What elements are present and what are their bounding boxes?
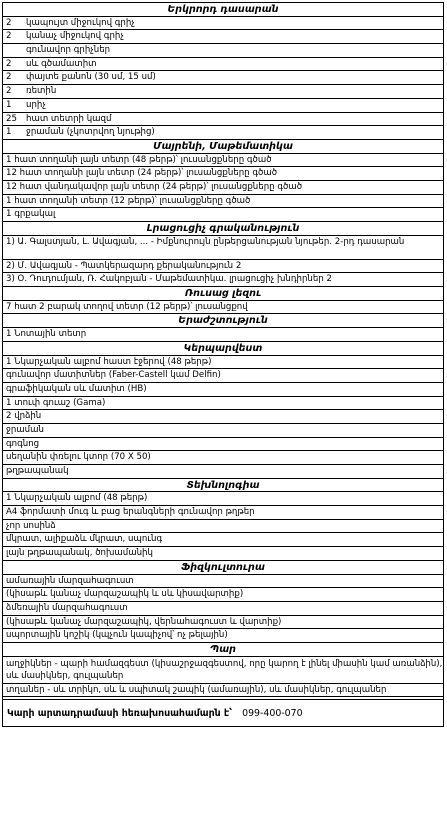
item-text: գունավոր մատիտներ (Faber-Castell կամ Delfin) — [6, 370, 221, 381]
list-item — [3, 356, 443, 370]
list-item — [3, 588, 443, 602]
list-item — [3, 58, 443, 72]
item-text: ձմեռային մարզահագուստ — [6, 602, 128, 613]
list-item — [3, 533, 443, 547]
item-text: սրիչ — [26, 99, 46, 110]
item-quantity: 2 — [6, 72, 12, 83]
item-text: 1 հատ տողանի լայն տետր (48 թերթ)՝ լուսանցքները գծած — [6, 154, 272, 165]
item-text: գրաֆիկական սև մատիտ (HB) — [6, 383, 147, 394]
section-header: Լրացուցիչ գրականություն — [3, 222, 443, 236]
list-item — [3, 99, 443, 113]
list-item — [3, 85, 443, 99]
item-text: ջրաման (չկոտրվող նյութից) — [26, 127, 155, 138]
list-item — [3, 506, 443, 520]
item-text: լայն թղթապանակ, ծոխամանիկ — [6, 548, 153, 559]
item-quantity: 2 — [6, 86, 12, 97]
item-quantity: 1 — [6, 99, 12, 110]
item-text: գոգնոց — [6, 438, 40, 449]
list-item — [3, 301, 443, 315]
list-item — [3, 126, 443, 140]
list-item — [3, 17, 443, 31]
section-header: Երկրորդ դասարան — [3, 3, 443, 17]
item-text: սև գծամատիտ — [26, 58, 97, 69]
list-item — [3, 113, 443, 127]
section-header: Ռուսաց լեզու — [3, 287, 443, 301]
list-item — [3, 236, 443, 260]
item-text: փայտե քանոն (30 սմ, 15 սմ) — [26, 72, 156, 83]
item-text: 2 վրձին — [6, 411, 42, 422]
contact-label: Կարի արտադրամասի հեռախոսահամարն է՝ — [7, 707, 233, 719]
list-item — [3, 44, 443, 58]
item-quantity: 2 — [6, 58, 12, 69]
item-quantity: 2 — [6, 31, 12, 42]
list-item — [3, 465, 443, 479]
item-text: չոր սոսինձ — [6, 520, 56, 531]
item-text: տղաներ - սև տրիկո, սև և սպիտակ շապիկ (ամառային), սև մասիկներ, գուլպաներ — [6, 684, 387, 695]
list-item — [3, 154, 443, 168]
item-text: սպորտային կոշիկ (կպչուն կապիչով՝ ոչ թելային) — [6, 630, 228, 641]
list-item — [3, 547, 443, 561]
item-text: 1 տուփ գուաշ (Gama) — [6, 397, 106, 408]
list-item — [3, 424, 443, 438]
item-text: սեղանին փռելու կտոր (70 X 50) — [6, 452, 151, 463]
item-quantity — [3, 44, 24, 57]
item-text: 2) Մ. Ավագյան - Պատկերազարդ քերականություն 2 — [6, 260, 242, 271]
section-header: Կերպարվեստ — [3, 342, 443, 356]
item-text: 1 Նկարչական ալբոմ հաստ էջերով (48 թերթ) — [6, 356, 212, 367]
item-text: թղթապանակ — [6, 466, 69, 476]
list-item — [3, 657, 443, 684]
supply-list-table — [2, 2, 444, 727]
section-header: Ֆիզկուլտուրա — [3, 561, 443, 575]
item-text: աղջիկներ - պարի համազգեստ (կիսաշրջազգեստով, որը կարող է լինել միասին կամ առանձին), սև մասիկներ, գուլպաներ — [6, 658, 443, 681]
item-quantity: 2 — [6, 17, 12, 28]
section-header: Մայրենի, Մաթեմատիկա — [3, 140, 443, 154]
list-item — [3, 438, 443, 452]
item-quantity: 25 — [6, 113, 17, 124]
contact-phone: 099-400-070 — [242, 707, 303, 719]
list-item — [3, 208, 443, 222]
item-text: 1) Ա. Գալստյան, Լ. Ավագյան, ... - Իմքնուրույն ընթերցանության նյութեր. 2-րդ դասարան — [6, 236, 405, 247]
list-item — [3, 575, 443, 589]
list-item — [3, 616, 443, 630]
item-text: մկրատ, ալիքաձև մկրատ, սպունգ — [6, 534, 163, 545]
item-text: 1 Նոտային տետր — [6, 329, 87, 340]
item-text: կապույտ միջուկով գրիչ — [26, 17, 135, 28]
item-text: ռետին — [26, 86, 57, 97]
section-header: Պար — [3, 643, 443, 657]
item-text: ամառային մարզահագուստ — [6, 575, 134, 586]
list-item — [3, 684, 443, 698]
list-item — [3, 602, 443, 616]
list-item — [3, 260, 443, 274]
list-item — [3, 492, 443, 506]
item-text: գունավոր գրիչներ — [26, 45, 111, 56]
item-text: 12 հատ վանդակավոր լայն տետր (24 թերթ)՝ լուսանցքները գծած — [6, 181, 303, 192]
item-quantity: 1 — [6, 127, 12, 138]
item-text: 1 հատ տողանի տետր (12 թերթ)՝ լուսանցքները գծած — [6, 195, 251, 206]
section-header: Տեխնոլոգիա — [3, 479, 443, 493]
list-item — [3, 195, 443, 209]
item-text: A4 ֆորմատի մուգ և բաց երանգների գունավոր թղթեր — [6, 507, 255, 518]
list-item — [3, 451, 443, 465]
item-text: 3) Օ. Դուդումյան, Ռ. Հակոբյան - Մաթեմատիկա. լրացուցիչ խնդիրներ 2 — [6, 274, 332, 285]
list-item — [3, 629, 443, 643]
contact-row — [3, 700, 443, 726]
list-item — [3, 167, 443, 181]
list-item — [3, 273, 443, 287]
item-text: 12 հատ տողանի լայն տետր (24 թերթ)՝ լուսանցքները գծած — [6, 168, 278, 179]
list-item — [3, 410, 443, 424]
list-item — [3, 520, 443, 534]
item-text: հատ տետրի կազմ — [26, 113, 112, 124]
list-item — [3, 30, 443, 44]
item-text: 1 Նկարչական ալբոմ (48 թերթ) — [6, 493, 148, 504]
item-text: 1 գրքակալ — [6, 209, 56, 220]
item-text: կանաչ միջուկով գրիչ — [26, 31, 124, 42]
item-text: (կիսաթև կանաչ մարզաշապիկ և սև կիսավարտիք) — [6, 589, 244, 600]
item-text: (կիսաթև կանաչ մարզաշապիկ, վերնահագուստ և վարտիք) — [6, 616, 282, 627]
list-item — [3, 181, 443, 195]
list-item — [3, 369, 443, 383]
list-item — [3, 397, 443, 411]
item-text: ջրաման — [6, 424, 44, 435]
item-text: 7 հատ 2 բարակ տողով տետր (12 թերթ)՝ լուսանցքով — [6, 301, 248, 312]
list-item — [3, 328, 443, 342]
list-item — [3, 71, 443, 85]
list-item — [3, 383, 443, 397]
section-header: Երաժշտություն — [3, 314, 443, 328]
